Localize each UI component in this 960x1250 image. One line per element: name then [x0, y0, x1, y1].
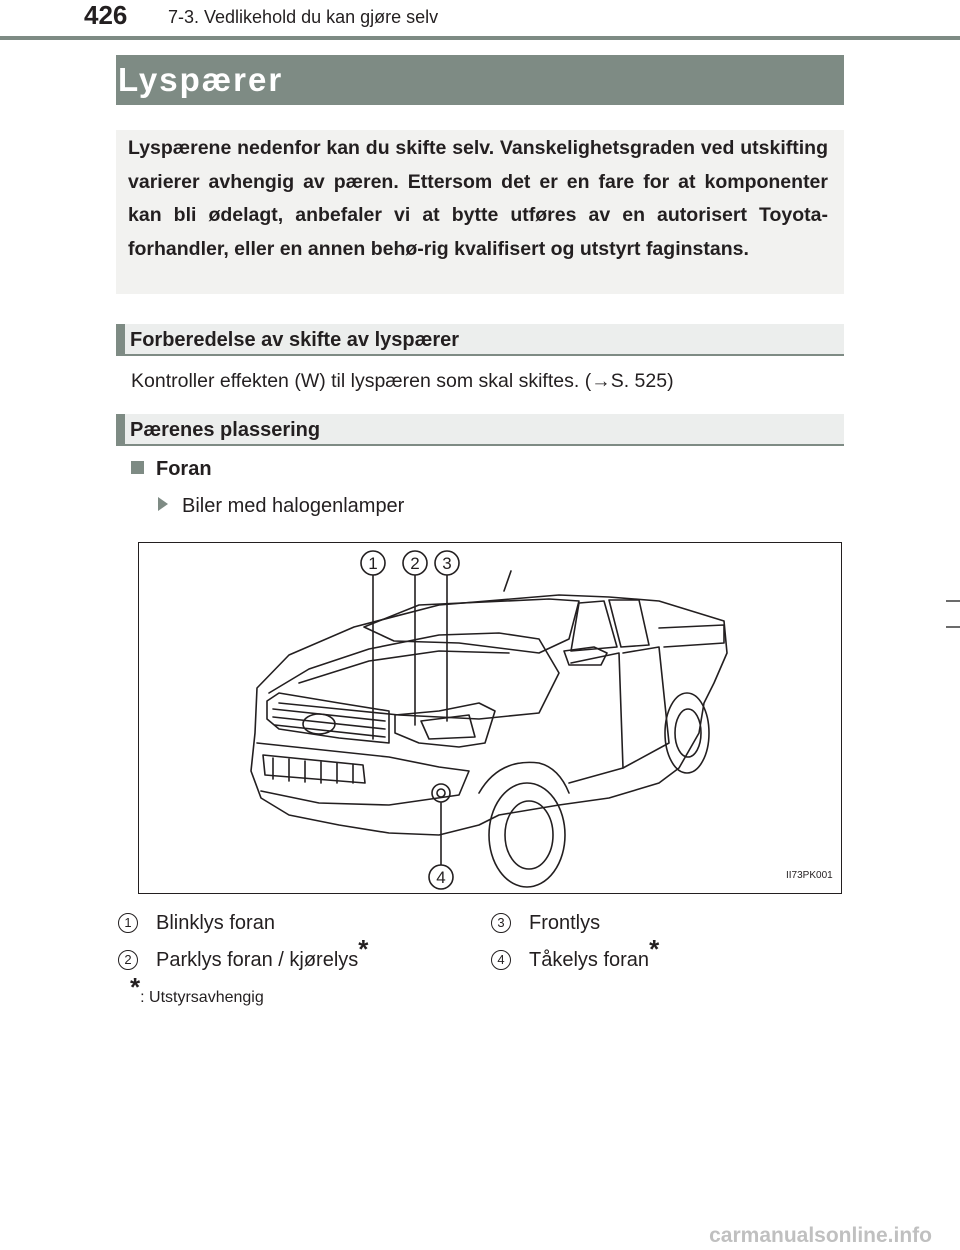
hood	[269, 633, 559, 719]
variant-label: Biler med halogenlamper	[182, 495, 405, 517]
legend-label: Blinklys foran	[156, 912, 275, 934]
legend-number: 3	[491, 913, 511, 933]
intro-text: Lyspærene nedenfor kan du skifte selv. Vanskelighetsgraden ved utskifting varierer avhengig av pæren. Ettersom det er en fare for at komponenter kan bli ødelagt, anbefaler vi at bytte utføres av en autorisert Toyota-forhandler, eller en annen behø-rig kvalifisert og utstyrt faginstans.	[128, 137, 828, 260]
section-location-header	[116, 414, 844, 446]
rear-door	[623, 647, 669, 768]
section-accent	[116, 324, 125, 354]
legend-item-3	[491, 911, 600, 935]
header-divider	[0, 36, 960, 40]
footnote-star: *	[130, 972, 141, 1002]
callout-label-2: 2	[410, 554, 420, 573]
section-location-title: Pærenes plassering	[130, 419, 321, 441]
edge-tick-top	[946, 600, 960, 602]
front-door	[569, 653, 623, 783]
legend-label: Frontlys	[529, 912, 601, 934]
truck-illustration	[139, 543, 843, 895]
fog-light	[432, 784, 450, 802]
callout-label-1: 1	[368, 554, 378, 573]
legend-item-4	[491, 934, 660, 972]
hood-crease	[299, 651, 509, 683]
chapter-title: 7-3. Vedlikehold du kan gjøre selv	[168, 7, 439, 27]
footnote-text: : Utstyrsavhengig	[140, 989, 264, 1006]
fog-light-inner	[437, 789, 445, 797]
lower-grille	[263, 755, 365, 783]
legend-number: 1	[118, 913, 138, 933]
rear-rim	[675, 709, 701, 757]
triangle-bullet-icon	[158, 497, 168, 511]
truck-figure	[138, 542, 842, 894]
prep-instruction: Kontroller effekten (W) til lyspæren som skal skiftes. (→S. 525)	[131, 370, 674, 392]
front-heading	[131, 457, 212, 481]
rear-wheel	[665, 693, 709, 773]
grille-lines	[273, 709, 385, 737]
front-side-window	[571, 601, 617, 651]
antenna	[504, 571, 511, 591]
front-rim	[505, 801, 553, 869]
windshield	[364, 599, 579, 653]
front-heading-label: Foran	[156, 458, 212, 480]
watermark: carmanualsonline.info	[709, 1224, 932, 1247]
legend-number: 2	[118, 950, 138, 970]
legend-item-2	[118, 934, 369, 972]
legend-label: Parklys foran / kjørelys	[156, 949, 359, 971]
callout-label-4: 4	[436, 868, 446, 887]
truck-bed	[659, 625, 724, 647]
legend-star: *	[358, 934, 369, 964]
callout-label-3: 3	[442, 554, 452, 573]
section-accent	[116, 414, 125, 444]
legend-label: Tåkelys foran	[529, 949, 650, 971]
toyota-emblem	[303, 714, 335, 734]
legend-number: 4	[491, 950, 511, 970]
front-wheel-arch	[479, 762, 569, 793]
square-bullet-icon	[131, 461, 144, 474]
section-prep-header	[116, 324, 844, 356]
footnote	[130, 972, 264, 1009]
page-number: 426	[84, 0, 128, 30]
variant-item	[158, 494, 404, 518]
legend-item-1	[118, 911, 275, 935]
headlight-assembly	[395, 703, 495, 747]
edge-tick-bottom	[946, 626, 960, 628]
section-prep-title: Forberedelse av skifte av lyspærer	[130, 329, 460, 351]
legend-star: *	[649, 934, 660, 964]
page-title: Lyspærer	[118, 61, 284, 98]
figure-id: II73PK001	[786, 870, 833, 881]
